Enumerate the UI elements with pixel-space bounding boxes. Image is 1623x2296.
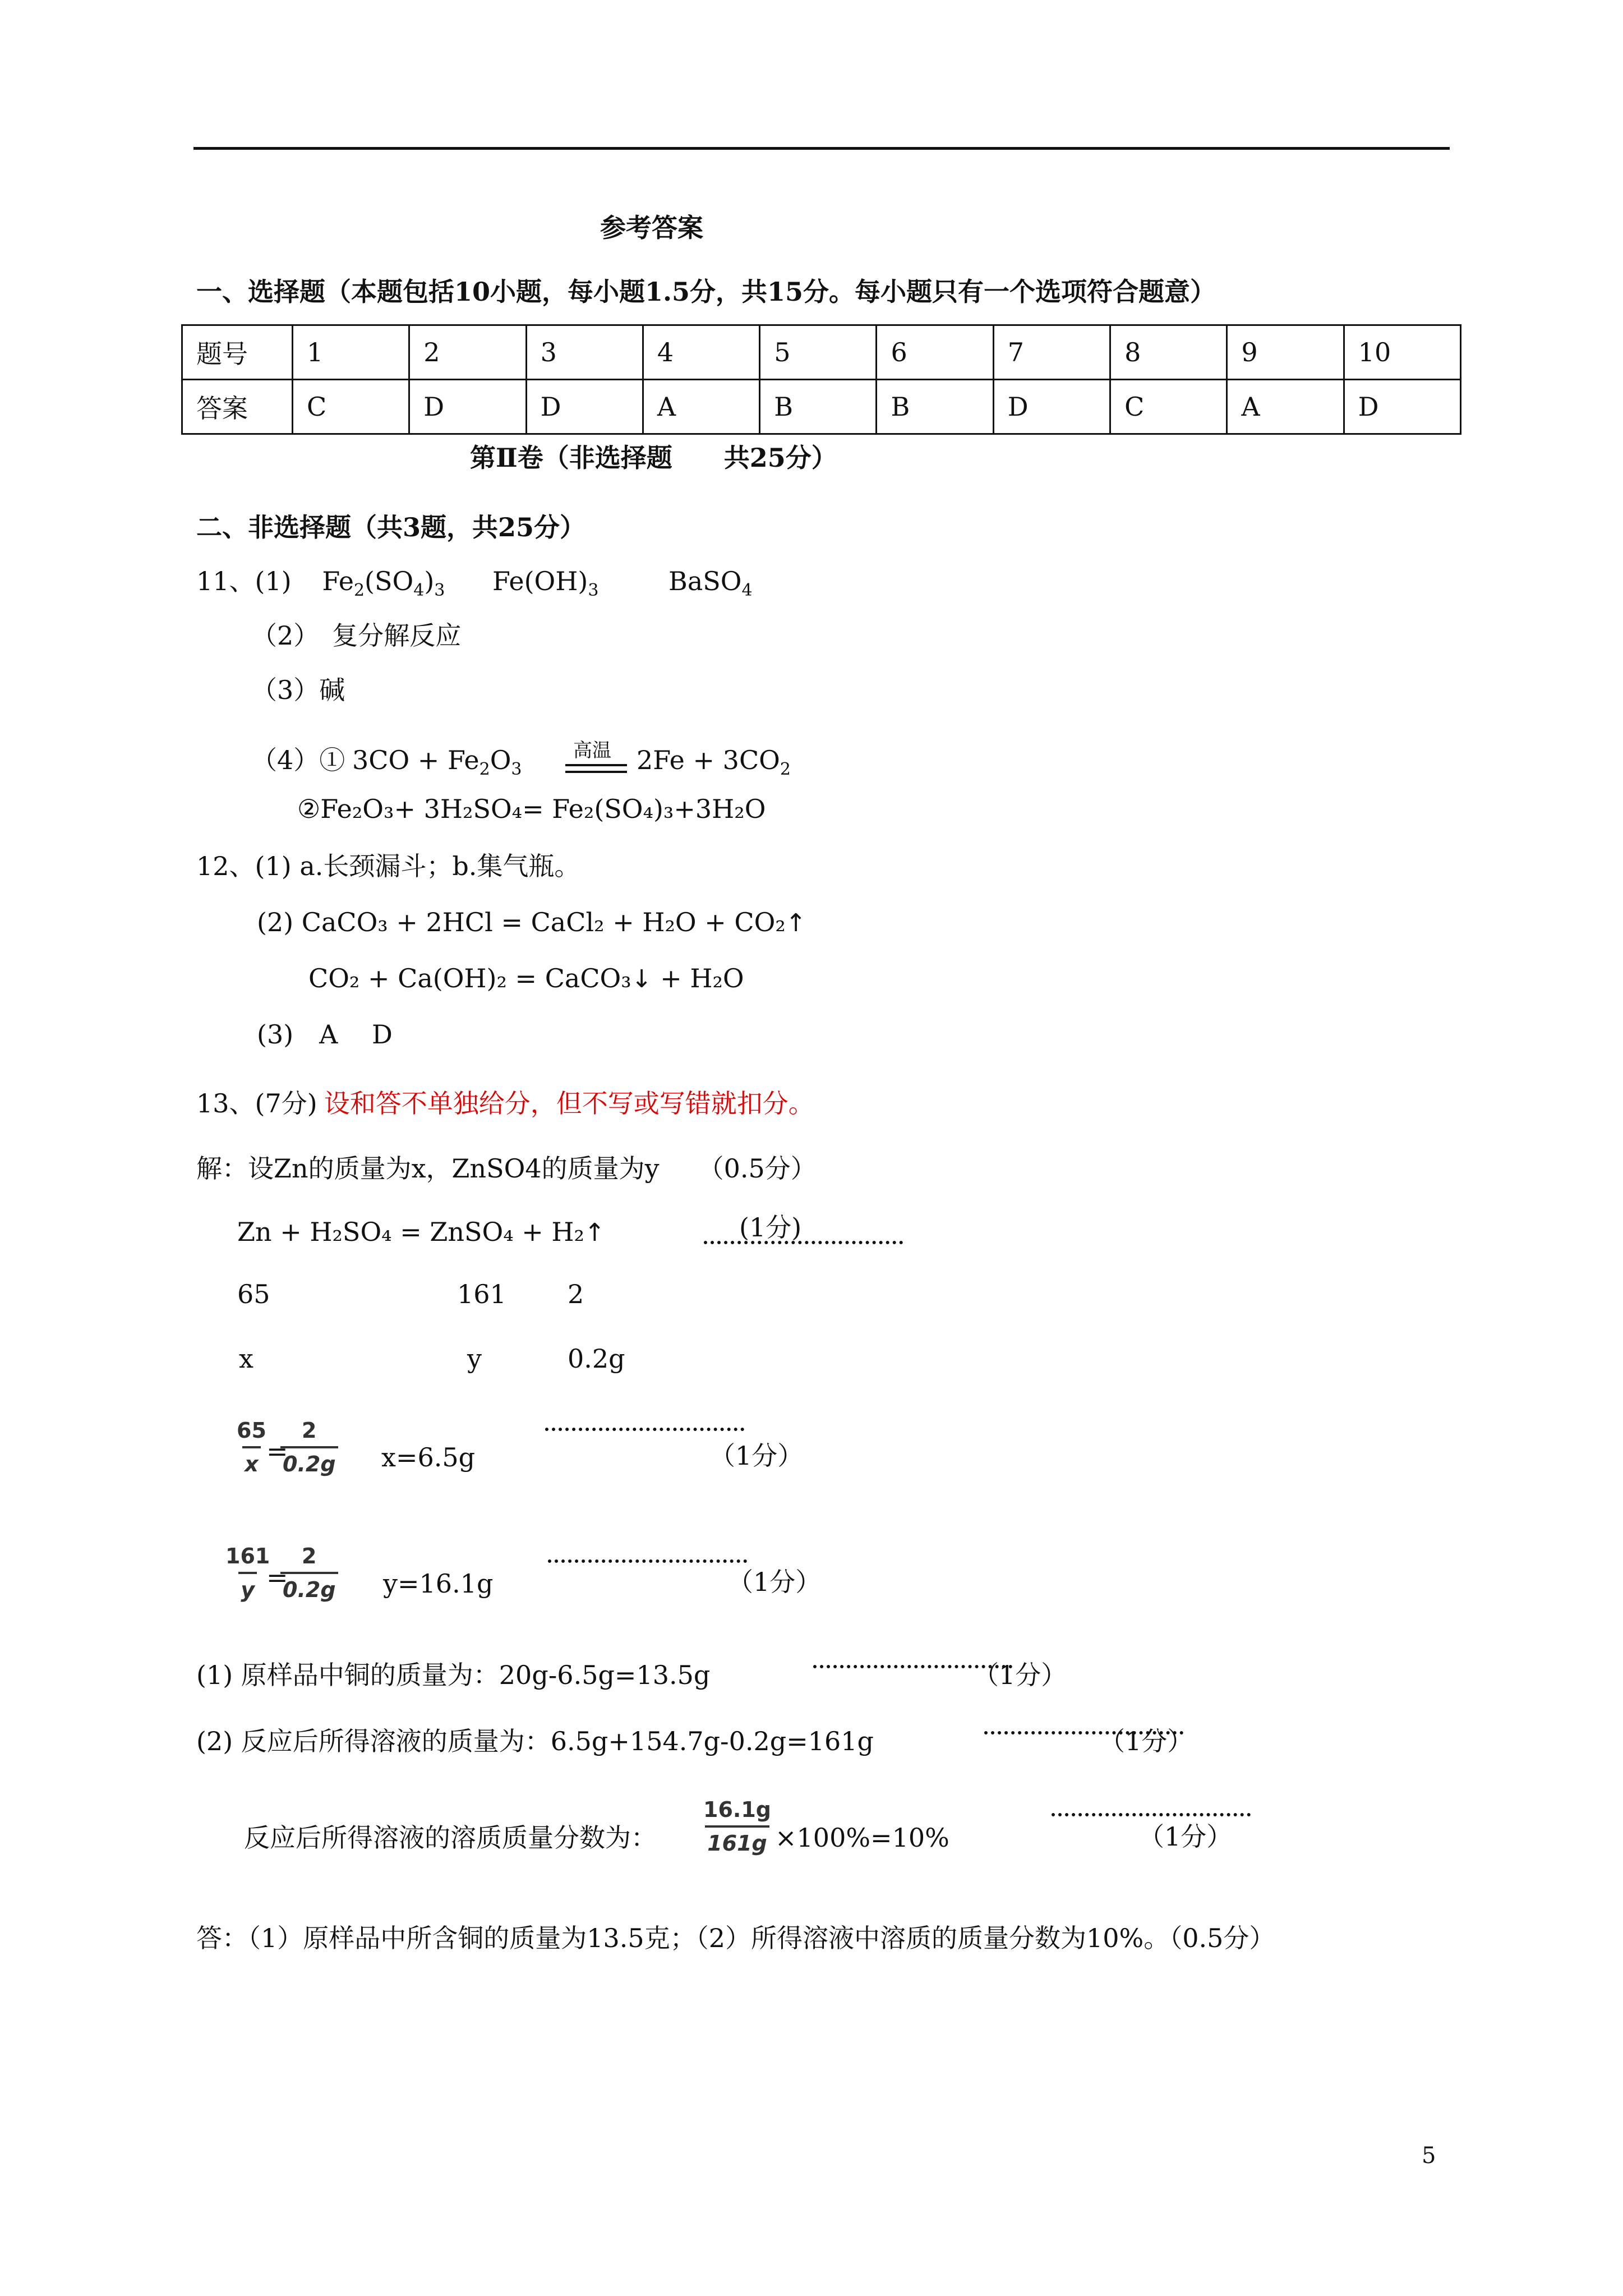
result-x: x=6.5g <box>381 1442 476 1473</box>
table-cell-label: 题号 <box>182 325 293 380</box>
table-row-numbers <box>182 325 1461 380</box>
q11-part4-lhs: $3CO + Fe_2O_3$ <box>352 745 522 779</box>
table-cell: 2 <box>409 325 526 380</box>
table-cell: B <box>877 380 993 434</box>
table-cell: 5 <box>760 325 877 380</box>
fraction-65-x: $\frac{65}{x}$ <box>237 1418 266 1476</box>
equals-sign <box>565 764 627 777</box>
part2-title: 第Ⅱ卷（非选择题 共25分） <box>470 443 837 473</box>
mass-65: 65 <box>237 1279 270 1309</box>
q11-part4-rhs: $2Fe + 3CO_2$ <box>637 745 791 779</box>
reaction-condition: 高温 <box>573 739 611 762</box>
precipitate-arrow: ↓ <box>631 965 652 993</box>
score-line3: （1分） <box>1138 1821 1233 1852</box>
q12-part1: 12、(1) a.长颈漏斗；b.集气瓶。 <box>196 851 580 881</box>
dotted-leader <box>1052 1813 1251 1816</box>
score-x: （1分） <box>709 1441 804 1471</box>
table-cell: 1 <box>293 325 409 380</box>
table-cell: D <box>409 380 526 434</box>
fraction-2-0.2g: $\frac{2}{0.2g}$ <box>280 1544 338 1602</box>
fraction-2-0.2g: $\frac{2}{0.2g}$ <box>280 1418 338 1476</box>
table-cell: 8 <box>1110 325 1227 380</box>
score-line2: （1分） <box>1099 1726 1193 1756</box>
section1-heading: 一、选择题（本题包括10小题，每小题1.5分，共15分。每小题只有一个选项符合题意） <box>196 277 1216 307</box>
score-line1: （1分） <box>973 1660 1067 1690</box>
equals: = <box>266 1436 288 1466</box>
mass-2: 2 <box>568 1279 584 1309</box>
q13-equation-score: (1分) <box>739 1212 802 1243</box>
table-cell-label: 答案 <box>182 380 293 434</box>
dotted-leader <box>548 1559 747 1563</box>
formula-feoh3: $Fe(OH)_3$ <box>492 566 599 600</box>
score-y: （1分） <box>727 1567 822 1597</box>
answer-table <box>181 324 1461 435</box>
q12-part3: (3) A D <box>257 1019 393 1050</box>
q13-header <box>196 1087 814 1120</box>
table-cell: 4 <box>643 325 759 380</box>
table-cell: D <box>1344 380 1460 434</box>
mass-161: 161 <box>457 1279 506 1309</box>
table-cell: 7 <box>993 325 1110 380</box>
formula-baso4: BaSO$_4$ <box>668 566 753 600</box>
result-y: y=16.1g <box>383 1568 494 1599</box>
dotted-leader <box>545 1428 744 1431</box>
table-cell: D <box>526 380 643 434</box>
q13-solution: 解：设Zn的质量为x，ZnSO4的质量为y （0.5分） <box>196 1153 817 1184</box>
var-mass: 0.2g <box>568 1343 625 1374</box>
table-cell: A <box>643 380 759 434</box>
q11-part2: （2） 复分解反应 <box>251 620 462 651</box>
q13-line2: (2) 反应后所得溶液的质量为：6.5g+154.7g-0.2g=161g <box>196 1726 874 1756</box>
table-cell: D <box>993 380 1110 434</box>
q13-label: 13、(7分) <box>196 1088 317 1119</box>
q13-line3: 反应后所得溶液的溶质质量分数为： <box>244 1823 657 1853</box>
fraction-16.1g-161g: $\frac{16.1g}{161g}$ <box>703 1797 771 1856</box>
q13-line3-tail: ×100%=10% <box>775 1823 949 1853</box>
section2-heading: 二、非选择题（共3题，共25分） <box>196 512 586 542</box>
fraction-161-y: $\frac{161}{y}$ <box>225 1544 270 1602</box>
table-cell: C <box>1110 380 1227 434</box>
gas-arrow: ↑ <box>584 1218 605 1247</box>
table-cell: A <box>1227 380 1344 434</box>
q11-part4b: ②Fe₂O₃+ 3H₂SO₄= Fe₂(SO₄)₃+3H₂O <box>297 794 766 824</box>
var-x: x <box>239 1343 253 1374</box>
q11-part3: （3）碱 <box>251 675 345 705</box>
formula-fe2so43: $Fe_2(SO_4)_3$ <box>322 566 445 600</box>
q12-part2: (2) CaCO₃ + 2HCl = CaCl₂ + H₂O + CO₂↑ <box>257 907 806 937</box>
table-cell: B <box>760 380 877 434</box>
table-row-answers <box>182 380 1461 434</box>
q12-part2b: CO₂ + Ca(OH)₂ = CaCO₃↓ + H₂O <box>308 963 744 993</box>
page-number: 5 <box>1422 2143 1436 2169</box>
table-cell: 6 <box>877 325 993 380</box>
page-title: 参考答案 <box>600 213 703 243</box>
table-cell: C <box>293 380 409 434</box>
gas-arrow: ↑ <box>785 909 806 937</box>
q13-line1: (1) 原样品中铜的质量为：20g-6.5g=13.5g <box>196 1660 711 1690</box>
q11-label: 11、(1) <box>196 566 292 596</box>
q11-line1 <box>196 564 753 598</box>
table-cell: 9 <box>1227 325 1344 380</box>
q13-note: 设和答不单独给分，但不写或写错就扣分。 <box>324 1088 814 1119</box>
q13-answer: 答：（1）原样品中所含铜的质量为13.5克；（2）所得溶液中溶质的质量分数为10%。（0.5分） <box>196 1923 1275 1953</box>
var-y: y <box>467 1343 482 1374</box>
equals: = <box>266 1562 288 1593</box>
table-cell: 3 <box>526 325 643 380</box>
dotted-leader <box>704 1241 903 1244</box>
q13-equation: Zn + H₂SO₄ = ZnSO₄ + H₂↑ <box>237 1217 605 1247</box>
q11-part4-label: （4）① <box>251 745 345 775</box>
header-rule <box>193 147 1450 150</box>
table-cell: 10 <box>1344 325 1460 380</box>
